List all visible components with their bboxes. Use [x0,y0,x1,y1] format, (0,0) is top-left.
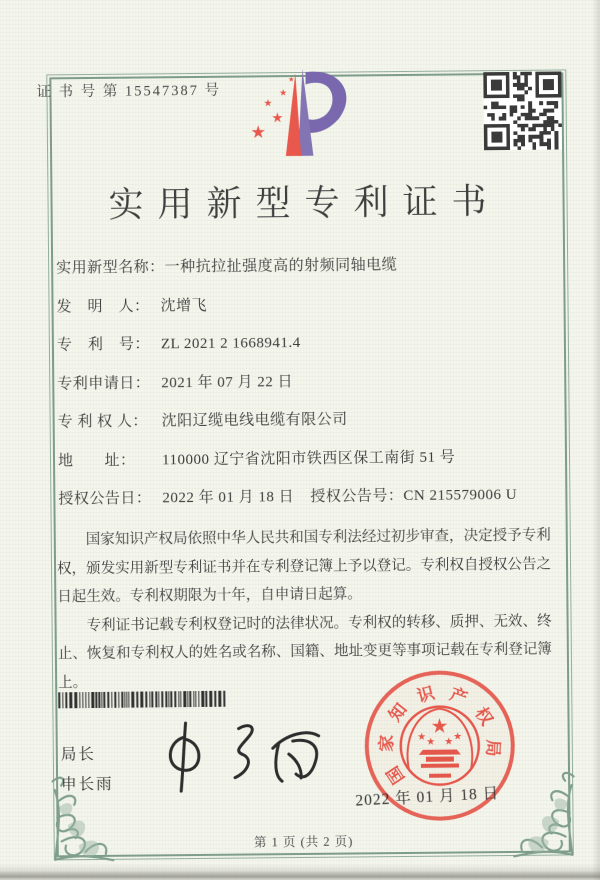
field-inventor [56,290,556,317]
director-title: 局长 [60,745,96,764]
field-label: 授权公告日： [58,490,152,508]
svg-text:★: ★ [271,110,284,126]
scan-edge-shadow [592,0,600,880]
svg-text:★: ★ [263,98,273,110]
svg-text:★: ★ [453,731,463,743]
field-filing-date [57,367,557,394]
field-value: 110000 辽宁省沈阳市铁西区保工南街 51 号 [161,449,456,468]
field-label: 专 利 权 人： [57,413,148,431]
field-patentee [58,406,558,433]
certificate-number: 证 书 号 第 15547387 号 [36,82,222,101]
svg-text:★: ★ [417,731,427,743]
director-name: 申长雨 [61,775,114,794]
field-value: 2021 年 07 月 22 日 [161,373,294,391]
field-value: 沈阳辽缆电线电缆有限公司 [161,411,348,430]
cnipa-logo-icon [234,61,359,164]
field-label: 发 明 人： [56,297,150,315]
seal-character: 识 [414,683,437,707]
field-label: 专利申请日： [57,374,151,392]
svg-text:★: ★ [426,736,436,748]
legal-paragraph: 专利证书记载专利权登记时的法律状况。专利权的转移、质押、无效、终止、恢复和专利权人的姓名或名称、国籍、地址变更等事项记载在专利登记簿上。 [57,613,552,691]
field-value: ZL 2021 2 1668941.4 [160,334,301,353]
svg-text:★: ★ [250,122,266,142]
field-patent-number [57,329,557,356]
field-utility-model-name [56,252,556,279]
certificate-fields [56,252,559,526]
field-value: 2022 年 01 月 18 日 [162,489,295,507]
signoff-block [61,740,114,801]
svg-text:★: ★ [430,715,449,738]
field-label: 地 址： [57,452,136,469]
seal-character: 家 [376,734,397,753]
svg-text:★: ★ [288,75,295,84]
seal-character: 国 [382,762,409,788]
field-label: 授权公告号： [310,488,404,505]
field-label: 实用新型名称： [56,259,165,277]
field-grant-date [58,485,310,509]
field-grant-row [58,483,558,510]
field-value: 沈增飞 [160,297,208,314]
qr-code [483,71,562,150]
seal-character: 知 [385,700,411,726]
barcode [58,691,228,709]
seal-character: 局 [482,739,503,757]
page-footer: 第 1 页 (共 2 页) [253,834,354,850]
scan-edge-shadow [0,864,600,880]
certificate-title: 实用新型专利证书 [108,182,501,225]
director-signature-icon [154,712,327,814]
field-value: 一种抗拉扯强度高的射频同轴电缆 [164,257,398,276]
field-label: 专 利 号： [56,336,150,354]
seal-date: 2022 年 01 月 18 日 [354,784,500,810]
legal-paragraph: 国家知识产权局依照中华人民共和国专利法经过初步审查，决定授予专利权，颁发实用新型专利证书并在专利登记簿上予以登记。专利权自授权公告之日起生效。专利权期限为十年，自申请日起算。 [56,527,552,606]
seal-character: 产 [446,684,470,708]
field-grant-number [310,483,517,507]
legal-text [57,522,553,698]
svg-text:★: ★ [279,87,288,98]
seal-character: 权 [471,704,497,729]
field-address [58,444,558,471]
svg-text:★: ★ [444,736,454,748]
field-value: CN 215579006 U [403,486,518,505]
